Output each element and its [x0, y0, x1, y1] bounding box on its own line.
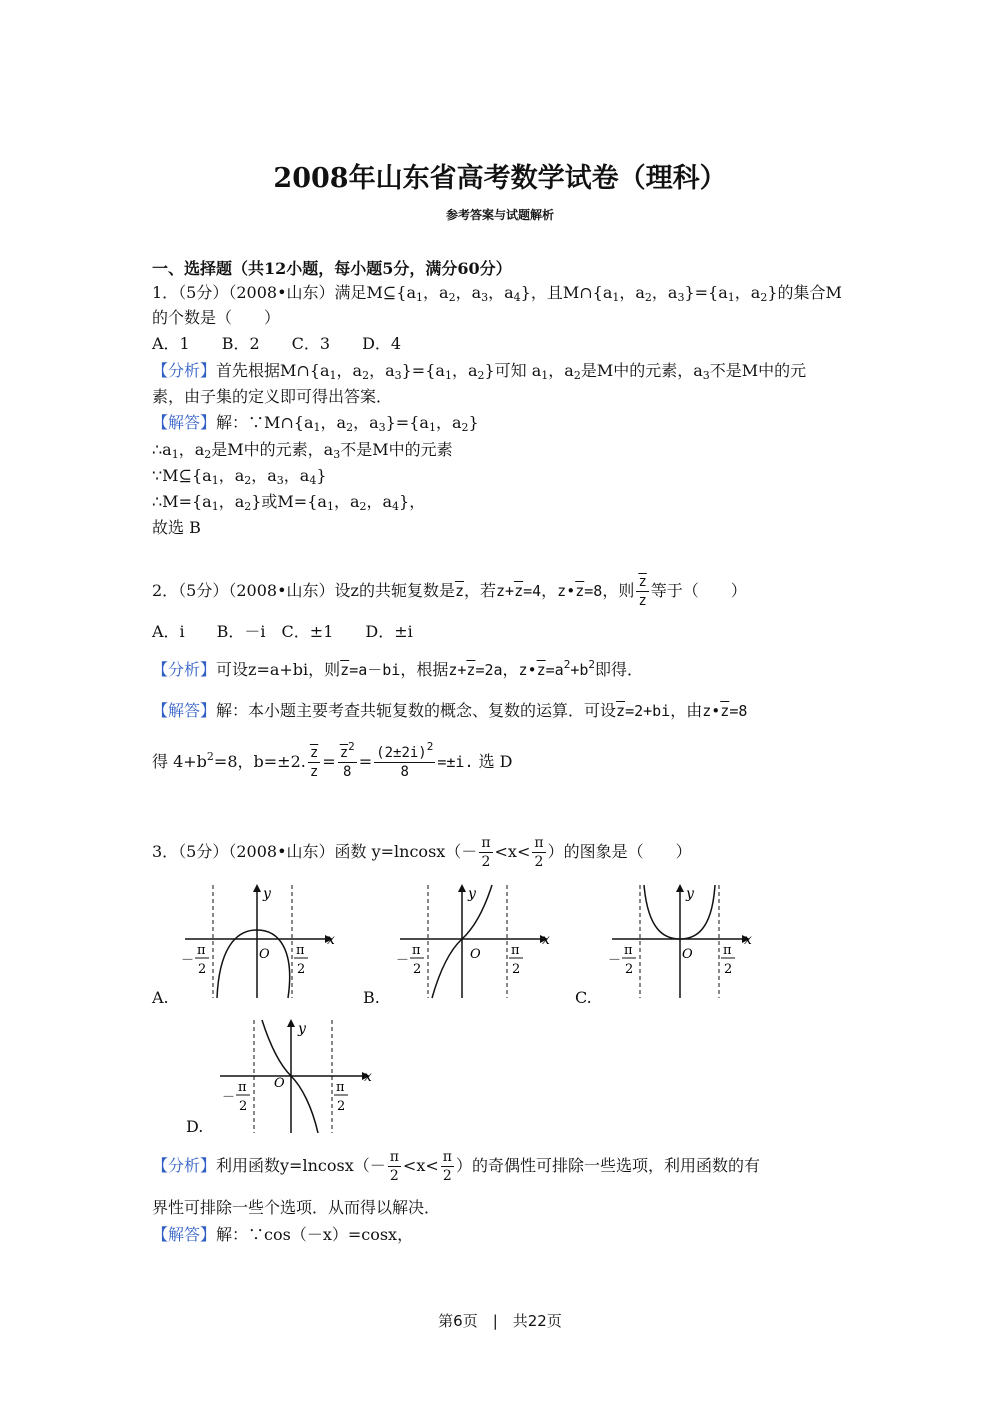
svg-text:2: 2: [337, 1099, 346, 1114]
y-axis-label: y: [263, 886, 271, 902]
q1-solve-2: $\therefore a_1$，$a_2$是M中的元素，$a_3$不是M中的元素: [152, 440, 453, 461]
svg-text:π: π: [238, 1080, 247, 1095]
option-a-label: A.: [152, 988, 169, 1007]
svg-text:－: －: [181, 953, 195, 968]
graph-option-c[interactable]: [602, 880, 762, 1000]
svg-text:y: y: [468, 886, 476, 902]
svg-text:π: π: [296, 943, 305, 958]
svg-text:π: π: [624, 943, 633, 958]
section-heading: 一、选择题（共12小题，每小题5分，满分60分）: [152, 259, 512, 278]
svg-text:－: －: [396, 953, 410, 968]
svg-text:O: O: [274, 1076, 285, 1091]
q1-stem: 1．（5分）（2008•山东）满足$M⊆\{a_1$，$a_2$，$a_3$，$a_4$}，且$M\cap\{a_1$，$a_2$，$a_3\}=\{a_1$，$a_2$}的集合M: [152, 283, 842, 304]
q1-solve-3: $\because M⊆\{a_1$，$a_2$，$a_3$，$a_4$}: [152, 466, 327, 487]
q2-analysis: 【分析】可设z=a+bi，则$\overline{z}=a-bi$，根据$z+\overline{z}=2a$，$z•\overline{z}=a^2+b^2$即得．: [152, 658, 644, 679]
page-subtitle: 参考答案与试题解析: [445, 208, 554, 222]
page-title: 2008年山东省高考数学试卷（理科）: [273, 163, 727, 194]
graph-option-b[interactable]: [390, 880, 550, 1000]
svg-text:2: 2: [297, 962, 306, 977]
svg-text:2: 2: [512, 962, 521, 977]
svg-text:x: x: [542, 932, 550, 948]
graph-option-d[interactable]: [210, 1015, 380, 1135]
svg-text:O: O: [682, 947, 693, 962]
svg-text:2: 2: [413, 962, 422, 977]
q1-analysis: 【分析】首先根据$M\cap\{a_1$，$a_2$，$a_3\}=\{a_1$，$a_2$}可知 $a_1$，$a_2$是M中的元素，$a_3$不是M中的元: [152, 361, 807, 382]
graph-option-a[interactable]: [175, 880, 335, 1000]
q1-solve-4: $\therefore M=\{a_1$，$a_2$}或$M=\{a_1$，$a_2$，$a_4$}，: [152, 492, 426, 513]
q2-solve-1: 【解答】解：本小题主要考查共轭复数的概念、复数的运算．可设$\overline{z}=2+bi$，由$z•\overline{z}=8$: [152, 701, 748, 720]
q3-analysis: 【分析】利用函数y=lncosx（－ $\frac{\pi}{2}$ <x< $\frac{\pi}{2}$ ）的奇偶性可排除一些选项，利用函数的有: [152, 1149, 760, 1184]
page-footer: 第6页 | 共22页: [438, 1312, 562, 1330]
svg-text:2: 2: [625, 962, 634, 977]
q1-solve-5: 故选 B: [152, 518, 201, 537]
svg-text:π: π: [723, 943, 732, 958]
svg-text:O: O: [470, 947, 481, 962]
svg-text:x: x: [744, 932, 752, 948]
svg-text:y: y: [298, 1021, 306, 1037]
q3-analysis-line2: 界性可排除一些个选项．从而得以解决．: [152, 1198, 441, 1217]
q2-options: A．i B．－i C．±1 D．±i: [152, 622, 413, 641]
q2-stem: 2．（5分）（2008•山东）设z的共轭复数是$\overline{z}$，若$z+\overline{z}=4$，$z•\overline{z}=8$，则 $\frac{\overline{z}}{z}$ 等于（ ）: [152, 574, 747, 609]
svg-text:π: π: [412, 943, 421, 958]
svg-text:－: －: [608, 953, 622, 968]
q1-options: A．1 B．2 C．3 D．4: [152, 334, 402, 353]
svg-text:π: π: [197, 943, 206, 958]
svg-text:x: x: [364, 1069, 372, 1085]
svg-text:π: π: [511, 943, 520, 958]
option-d-label: D.: [186, 1117, 204, 1136]
svg-text:－: －: [222, 1090, 236, 1105]
x-axis-label: x: [327, 932, 335, 948]
origin-label: O: [259, 947, 270, 962]
q3-stem: 3．（5分）（2008•山东）函数 y=lncosx（－ $\frac{\pi}{2}$ <x< $\frac{\pi}{2}$ ）的图象是（ ）: [152, 835, 692, 870]
svg-text:2: 2: [239, 1099, 248, 1114]
svg-text:y: y: [686, 886, 694, 902]
q1-solve-1: 【解答】解：$\because M\cap\{a_1$，$a_2$，$a_3\}=\{a_1$，$a_2$}: [152, 413, 479, 434]
svg-text:2: 2: [198, 962, 207, 977]
q1-analysis-line2: 素，由子集的定义即可得出答案．: [152, 387, 393, 406]
option-c-label: C.: [575, 988, 592, 1007]
q3-solve: 【解答】解：∵cos（－x）=cosx，: [152, 1225, 414, 1244]
option-b-label: B.: [363, 988, 380, 1007]
svg-text:π: π: [336, 1080, 345, 1095]
svg-text:2: 2: [724, 962, 733, 977]
q1-stem-line2: 的个数是（ ）: [152, 308, 281, 327]
q2-solve-2: 得 $4+b^2=8$，b=±2. $\frac{\overline{z}}{z}$ = $\frac{\overline{z}^2}{8}$ = $\frac{(2\pm 2i)^2}{8}$ =±i. 选 D: [152, 740, 513, 780]
